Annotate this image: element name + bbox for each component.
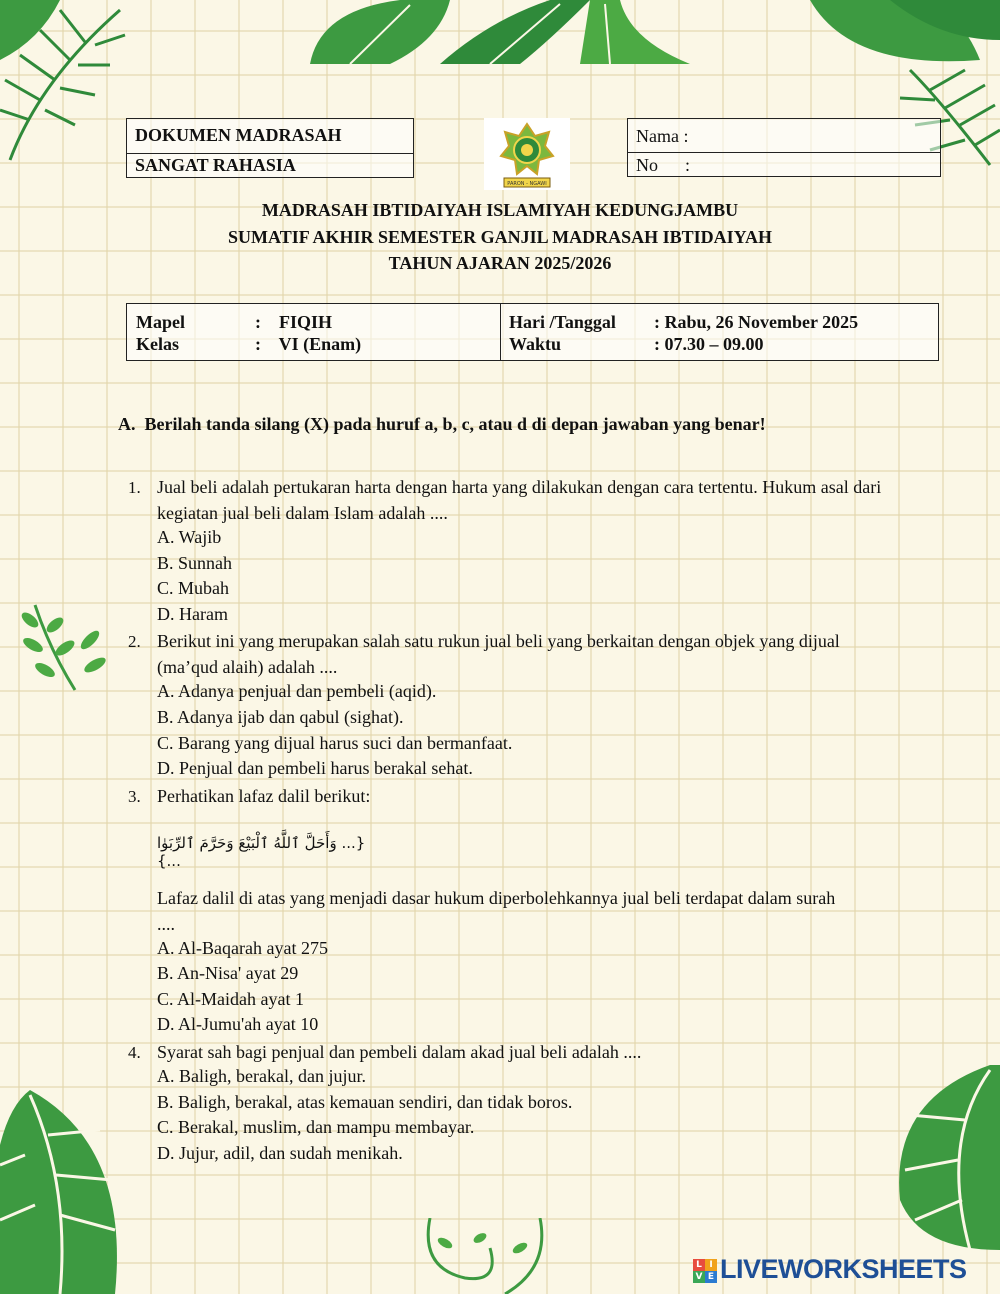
class-label: Kelas xyxy=(136,334,179,354)
leaf-decoration-bottom-left-icon xyxy=(0,1085,140,1294)
question-text: Berikut ini yang merupakan salah satu rukun jual beli yang berkaitan dengan objek yang dijual (ma’qud alaih) adalah .... xyxy=(157,631,840,677)
answer-option[interactable]: C. Mubah xyxy=(157,578,229,598)
document-type-label: DOKUMEN MADRASAH xyxy=(135,125,342,145)
answer-option[interactable]: A. Baligh, berakal, dan jujur. xyxy=(157,1066,366,1086)
answer-option[interactable]: C. Al-Maidah ayat 1 xyxy=(157,989,304,1009)
question-text: Syarat sah bagi penjual dan pembeli dalam akad jual beli adalah .... xyxy=(157,1042,642,1062)
name-field-label: Nama : xyxy=(636,126,689,146)
student-identity-box xyxy=(627,118,941,177)
logo-letter: I xyxy=(705,1259,717,1271)
logo-letter: V xyxy=(693,1271,705,1283)
question-text: Perhatikan lafaz dalil berikut: xyxy=(157,786,371,806)
answer-option[interactable]: A. Al-Baqarah ayat 275 xyxy=(157,938,328,958)
academic-year-title: TAHUN AJARAN 2025/2026 xyxy=(388,253,612,273)
madrasah-logo xyxy=(484,118,570,190)
leaf-decoration-top-center-icon xyxy=(290,0,710,64)
leaf-decoration-bottom-right-icon xyxy=(880,1060,1000,1255)
logo-letter: E xyxy=(705,1271,717,1283)
question-number: 4. xyxy=(128,1043,141,1062)
class-value: : VI (Enam) xyxy=(255,334,362,354)
question-number: 2. xyxy=(128,632,141,651)
subject-label: Mapel xyxy=(136,312,185,332)
school-name-title: MADRASAH IBTIDAIYAH ISLAMIYAH KEDUNGJAMBU xyxy=(261,200,739,220)
sprig-decoration-left-icon xyxy=(15,600,110,695)
liveworksheets-brand[interactable]: LIVEWORKSHEETS xyxy=(720,1254,967,1284)
answer-option[interactable]: D. Al-Jumu'ah ayat 10 xyxy=(157,1014,319,1034)
answer-option[interactable]: B. Adanya ijab dan qabul (sighat). xyxy=(157,707,404,727)
document-classification-box xyxy=(126,118,414,178)
liveworksheets-logo-icon xyxy=(693,1259,717,1283)
subject-value: : FIQIH xyxy=(255,312,333,332)
vine-decoration-bottom-center-icon xyxy=(420,1218,550,1294)
answer-option[interactable]: A. Adanya penjual dan pembeli (aqid). xyxy=(157,681,437,701)
arabic-verse: {... وَأَحَلَّ ٱللَّهُ ٱلْبَيْعَ وَحَرَّمَ ٱلرِّبَوٰا ...} xyxy=(157,834,366,870)
answer-option[interactable]: D. Jujur, adil, dan sudah menikah. xyxy=(157,1143,403,1163)
section-a-instruction: A. Berilah tanda silang (X) pada huruf a, b, c, atau d di depan jawaban yang benar! xyxy=(118,414,766,434)
answer-option[interactable]: B. Sunnah xyxy=(157,553,233,573)
logo-caption: PARON - NGAWI xyxy=(507,181,547,187)
question-number: 3. xyxy=(128,787,141,806)
time-value: : 07.30 – 09.00 xyxy=(654,334,764,354)
answer-option[interactable]: C. Berakal, muslim, dan mampu membayar. xyxy=(157,1117,475,1137)
number-field-label: No : xyxy=(636,155,690,175)
date-label: Hari /Tanggal xyxy=(509,312,616,332)
answer-option[interactable]: B. Baligh, berakal, atas kemauan sendiri, dan tidak boros. xyxy=(157,1092,573,1112)
leaf-decoration-top-left-icon xyxy=(0,0,140,170)
question-text: Jual beli adalah pertukaran harta dengan harta yang dilakukan dengan cara tertentu. Hukum asal dari kegiatan jual beli dalam Islam adalah .... xyxy=(157,477,882,523)
logo-letter: L xyxy=(693,1259,705,1271)
answer-option[interactable]: B. An-Nisa' ayat 29 xyxy=(157,963,299,983)
answer-option[interactable]: C. Barang yang dijual harus suci dan bermanfaat. xyxy=(157,733,513,753)
answer-option[interactable]: A. Wajib xyxy=(157,527,222,547)
date-value: : Rabu, 26 November 2025 xyxy=(654,312,859,332)
answer-option[interactable]: D. Haram xyxy=(157,604,228,624)
time-label: Waktu xyxy=(509,334,562,354)
question-text-continued: Lafaz dalil di atas yang menjadi dasar hukum diperbolehkannya jual beli terdapat dalam surah .... xyxy=(157,888,836,934)
question-number: 1. xyxy=(128,478,141,497)
exam-info-table xyxy=(126,303,939,361)
madrasah-emblem-icon xyxy=(484,118,570,190)
exam-title: SUMATIF AKHIR SEMESTER GANJIL MADRASAH IBTIDAIYAH xyxy=(228,227,772,247)
confidentiality-label: SANGAT RAHASIA xyxy=(135,155,296,175)
answer-option[interactable]: D. Penjual dan pembeli harus berakal sehat. xyxy=(157,758,473,778)
